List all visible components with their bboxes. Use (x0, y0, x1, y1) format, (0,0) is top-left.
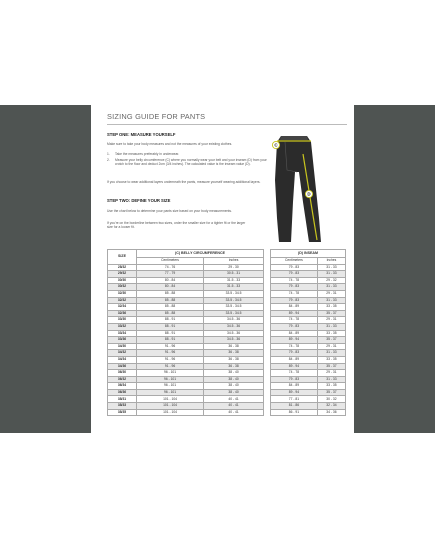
belly-in-cell: 33.5 - 34.5 (204, 304, 264, 311)
size-cell: 32/32 (108, 297, 137, 304)
belly-in-cell: 38 - 40 (204, 389, 264, 396)
table-row (108, 310, 346, 317)
table-row (108, 323, 346, 330)
belly-cm-cell: 77 - 79 (137, 271, 204, 278)
table-row (108, 277, 346, 284)
page-title: SIZING GUIDE FOR PANTS (107, 112, 206, 121)
list-item: 2. Measure your belly circumference (C) where you normally wear your belt and your inseam (D) from your crotch to the floor and deduct 2cm (3/4 inches). The calculated value is the inseam value (D). (107, 158, 267, 167)
table-row (108, 370, 346, 377)
belly-in-cell: 40 - 41 (204, 409, 264, 416)
inseam-in-cell: 34 - 36 (317, 409, 345, 416)
inseam-in-cell: 35 - 37 (317, 389, 345, 396)
table-row (108, 343, 346, 350)
belly-cm-cell: 88 - 91 (137, 337, 204, 344)
size-cell: 33/30 (108, 317, 137, 324)
table-header-row (108, 250, 346, 258)
belly-in-cell: 34.5 - 36 (204, 317, 264, 324)
inseam-in-cell: 31 - 33 (317, 284, 345, 291)
size-cell: 34/34 (108, 356, 137, 363)
inseam-in-cell: 33 - 35 (317, 330, 345, 337)
inseam-cm-cell: 79 - 83 (271, 271, 318, 278)
inseam-in-cell: 35 - 37 (317, 363, 345, 370)
belly-cm-cell: 101 - 104 (137, 396, 204, 403)
inseam-in-cell: 35 - 37 (317, 310, 345, 317)
left-gray-margin (0, 105, 91, 433)
belly-cm-cell: 85 - 88 (137, 310, 204, 317)
header-inseam-in: Inches (317, 258, 345, 265)
step-one-heading: STEP ONE: MEASURE YOURSELF (107, 132, 176, 137)
table-row (108, 317, 346, 324)
inseam-cm-cell: 89 - 94 (271, 337, 318, 344)
inseam-in-cell: 31 - 33 (317, 297, 345, 304)
inseam-in-cell: 31 - 33 (317, 376, 345, 383)
belly-in-cell: 33.5 - 34.5 (204, 297, 264, 304)
belly-cm-cell: 88 - 91 (137, 317, 204, 324)
inseam-cm-cell: 79 - 83 (271, 264, 318, 271)
inseam-cm-cell: 79 - 83 (271, 284, 318, 291)
belly-in-cell: 36 - 38 (204, 343, 264, 350)
belly-in-cell: 38 - 40 (204, 370, 264, 377)
step-one-list (107, 152, 267, 166)
belly-cm-cell: 74 - 76 (137, 264, 204, 271)
inseam-cm-cell: 79 - 83 (271, 376, 318, 383)
table-row (108, 290, 346, 297)
inseam-in-cell: 29 - 31 (317, 290, 345, 297)
belly-cm-cell: 96 - 101 (137, 389, 204, 396)
inseam-in-cell: 31 - 33 (317, 264, 345, 271)
size-cell: 36/36 (108, 389, 137, 396)
inseam-in-cell: 29 - 32 (317, 277, 345, 284)
inseam-cm-cell: 89 - 94 (271, 389, 318, 396)
step-one-note: If you choose to wear additional layers underneath the pants, measure yourself wearing additional layers. (107, 180, 261, 184)
table-row (108, 304, 346, 311)
table-row (108, 396, 346, 403)
header-inseam: (D) INSEAM (271, 250, 346, 258)
inseam-in-cell: 31 - 33 (317, 323, 345, 330)
size-cell: 32/34 (108, 304, 137, 311)
inseam-cm-cell: 79 - 83 (271, 323, 318, 330)
table-row (108, 403, 346, 410)
list-item: 1. Take the measures preferably in underwear. (107, 152, 180, 156)
table-row (108, 297, 346, 304)
label-c: C (274, 142, 278, 148)
belly-in-cell: 40 - 41 (204, 396, 264, 403)
header-belly: (C) BELLY CIRCUMFERENCE (137, 250, 264, 258)
belly-in-cell: 33.5 - 34.5 (204, 290, 264, 297)
header-inseam-cm: Centimeters (271, 258, 318, 265)
inseam-in-cell: 35 - 37 (317, 337, 345, 344)
right-gray-margin (354, 105, 435, 433)
size-cell: 38/31 (108, 396, 137, 403)
step-two-borderline-text: If you're on the borderline between two sizes, order the smaller size for a tighter fit or the larger size for a looser fit. (107, 221, 246, 230)
inseam-in-cell: 31 - 33 (317, 350, 345, 357)
table-row (108, 337, 346, 344)
table-row (108, 409, 346, 416)
size-cell: 38/33 (108, 403, 137, 410)
belly-cm-cell: 80 - 84 (137, 284, 204, 291)
table-row (108, 376, 346, 383)
size-cell: 34/32 (108, 350, 137, 357)
belly-cm-cell: 85 - 88 (137, 290, 204, 297)
belly-cm-cell: 85 - 88 (137, 297, 204, 304)
size-cell: 33/32 (108, 323, 137, 330)
belly-in-cell: 34.5 - 36 (204, 337, 264, 344)
inseam-in-cell: 30 - 32 (317, 396, 345, 403)
document-page (91, 105, 354, 433)
table-row (108, 389, 346, 396)
inseam-in-cell: 29 - 31 (317, 317, 345, 324)
inseam-in-cell: 33 - 35 (317, 383, 345, 390)
table-row (108, 264, 346, 271)
belly-cm-cell: 91 - 96 (137, 356, 204, 363)
header-belly-cm: Centimeters (137, 258, 204, 265)
step-one-intro: Make sure to take your body measures and not the measures of your existing clothes. (107, 142, 233, 146)
belly-cm-cell: 91 - 96 (137, 343, 204, 350)
belly-in-cell: 29 - 30 (204, 264, 264, 271)
size-cell: 34/30 (108, 343, 137, 350)
table-row (108, 350, 346, 357)
belly-cm-cell: 88 - 91 (137, 330, 204, 337)
inseam-cm-cell: 77 - 81 (271, 396, 318, 403)
table-row (108, 383, 346, 390)
size-cell: 34/36 (108, 363, 137, 370)
inseam-cm-cell: 79 - 83 (271, 350, 318, 357)
belly-cm-cell: 91 - 96 (137, 350, 204, 357)
inseam-cm-cell: 74 - 78 (271, 290, 318, 297)
belly-in-cell: 40 - 41 (204, 403, 264, 410)
belly-cm-cell: 80 - 84 (137, 277, 204, 284)
belly-cm-cell: 85 - 88 (137, 304, 204, 311)
inseam-in-cell: 31 - 33 (317, 271, 345, 278)
inseam-cm-cell: 89 - 94 (271, 310, 318, 317)
belly-cm-cell: 96 - 101 (137, 383, 204, 390)
header-belly-in: Inches (204, 258, 264, 265)
table-row (108, 330, 346, 337)
inseam-cm-cell: 74 - 78 (271, 370, 318, 377)
title-divider (107, 124, 347, 125)
inseam-cm-cell: 84 - 89 (271, 304, 318, 311)
inseam-cm-cell: 84 - 89 (271, 330, 318, 337)
inseam-in-cell: 29 - 31 (317, 370, 345, 377)
size-cell: 33/34 (108, 330, 137, 337)
inseam-in-cell: 33 - 35 (317, 304, 345, 311)
size-cell: 38/35 (108, 409, 137, 416)
belly-cm-cell: 96 - 101 (137, 376, 204, 383)
inseam-cm-cell: 81 - 86 (271, 403, 318, 410)
header-size: SIZE (108, 250, 137, 265)
belly-in-cell: 36 - 38 (204, 350, 264, 357)
belly-in-cell: 34.5 - 36 (204, 323, 264, 330)
table-subheader-row (108, 258, 346, 265)
belly-cm-cell: 101 - 104 (137, 403, 204, 410)
table-row (108, 363, 346, 370)
step-two-text: Use the chart below to determine your pants size based on your body measurements. (107, 209, 232, 213)
belly-in-cell: 30.5 - 31 (204, 271, 264, 278)
belly-cm-cell: 88 - 91 (137, 323, 204, 330)
inseam-cm-cell: 79 - 83 (271, 297, 318, 304)
size-cell: 30/32 (108, 284, 137, 291)
belly-in-cell: 34.5 - 36 (204, 330, 264, 337)
belly-in-cell: 31.5 - 33 (204, 284, 264, 291)
size-cell: 36/30 (108, 370, 137, 377)
pants-figure-illustration (263, 132, 327, 246)
size-cell: 32/36 (108, 310, 137, 317)
belly-cm-cell: 101 - 104 (137, 409, 204, 416)
belly-in-cell: 31.5 - 33 (204, 277, 264, 284)
inseam-cm-cell: 84 - 89 (271, 356, 318, 363)
inseam-cm-cell: 84 - 89 (271, 383, 318, 390)
inseam-cm-cell: 89 - 94 (271, 363, 318, 370)
belly-in-cell: 38 - 40 (204, 383, 264, 390)
size-cell: 36/32 (108, 376, 137, 383)
size-chart-table (107, 249, 346, 416)
belly-cm-cell: 91 - 96 (137, 363, 204, 370)
label-d: D (307, 191, 311, 197)
belly-in-cell: 36 - 38 (204, 356, 264, 363)
size-cell: 29/32 (108, 271, 137, 278)
belly-cm-cell: 96 - 101 (137, 370, 204, 377)
inseam-in-cell: 33 - 35 (317, 356, 345, 363)
belly-in-cell: 38 - 40 (204, 376, 264, 383)
inseam-cm-cell: 86 - 91 (271, 409, 318, 416)
belly-in-cell: 33.5 - 34.5 (204, 310, 264, 317)
belly-in-cell: 36 - 38 (204, 363, 264, 370)
size-cell: 30/30 (108, 277, 137, 284)
table-row (108, 356, 346, 363)
table-row (108, 271, 346, 278)
size-cell: 32/30 (108, 290, 137, 297)
inseam-cm-cell: 74 - 78 (271, 343, 318, 350)
size-cell: 33/36 (108, 337, 137, 344)
size-cell: 28/32 (108, 264, 137, 271)
inseam-cm-cell: 74 - 78 (271, 277, 318, 284)
table-row (108, 284, 346, 291)
step-two-heading: STEP TWO: DEFINE YOUR SIZE (107, 198, 171, 203)
inseam-cm-cell: 74 - 78 (271, 317, 318, 324)
size-cell: 36/34 (108, 383, 137, 390)
inseam-in-cell: 32 - 34 (317, 403, 345, 410)
inseam-in-cell: 29 - 31 (317, 343, 345, 350)
